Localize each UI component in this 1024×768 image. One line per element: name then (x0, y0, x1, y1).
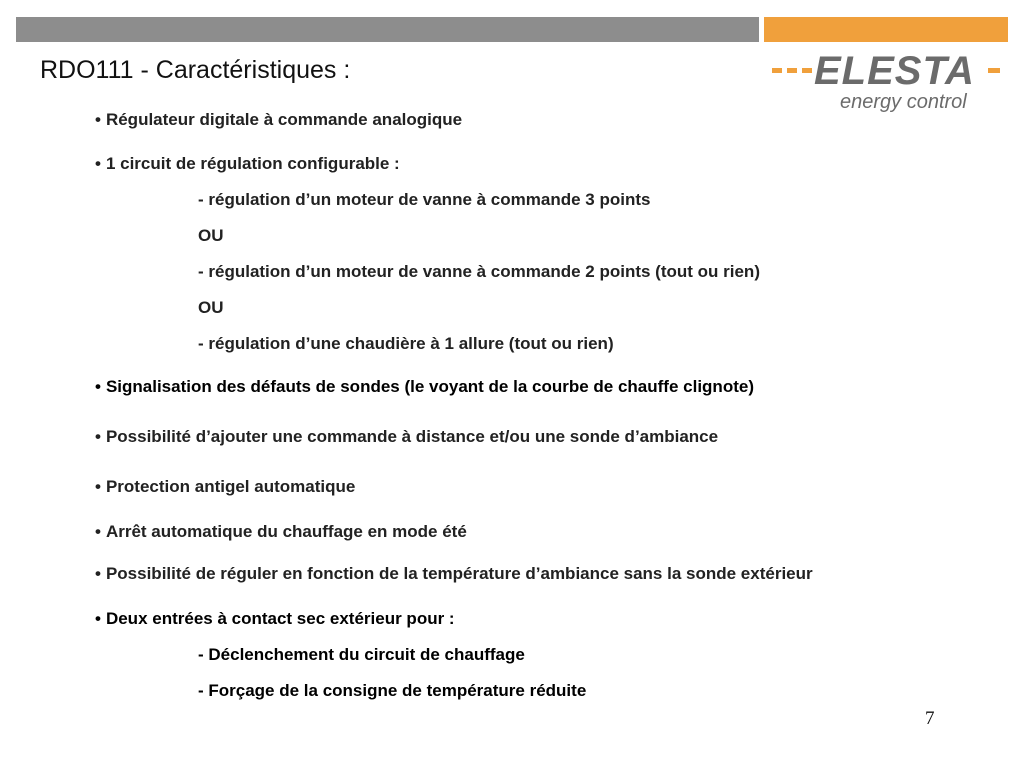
bullet-dot: • (95, 564, 101, 583)
bullet-text: Régulateur digitale à commande analogique (105, 110, 463, 129)
bullet-text: Protection antigel automatique (105, 477, 356, 496)
sub-item: - régulation d’un moteur de vanne à commande 3 points (198, 190, 651, 209)
bullet-text: 1 circuit de régulation configurable : (105, 154, 400, 173)
bullet-text: Arrêt automatique du chauffage en mode été (105, 522, 467, 541)
bullet-text: Signalisation des défauts de sondes (le voyant de la courbe de chauffe clignote) (105, 377, 754, 396)
bullet-item (95, 109, 462, 131)
bullet-item (95, 376, 754, 398)
bullet-dot: • (95, 377, 101, 396)
bullet-dot: • (95, 609, 101, 628)
sub-item: - Forçage de la consigne de température réduite (198, 681, 587, 700)
bullet-text: Deux entrées à contact sec extérieur pour : (105, 609, 455, 628)
bullet-item (95, 608, 455, 630)
bullet-text: Possibilité d’ajouter une commande à distance et/ou une sonde d’ambiance (105, 427, 719, 446)
bullet-item (95, 563, 813, 585)
slide-title: RDO111 - Caractéristiques : (40, 56, 351, 84)
bullet-item (95, 521, 467, 543)
bullet-item (95, 476, 355, 498)
bullet-item (95, 426, 718, 448)
bullet-item (95, 153, 400, 175)
sub-item-or: OU (198, 226, 224, 245)
sub-item: - régulation d’un moteur de vanne à commande 2 points (tout ou rien) (198, 262, 760, 281)
sub-item: - régulation d’une chaudière à 1 allure (tout ou rien) (198, 334, 614, 353)
sub-item-or: OU (198, 298, 224, 317)
bullet-dot: • (95, 522, 101, 541)
page-number: 7 (925, 708, 935, 729)
logo-dash-4 (988, 68, 1000, 73)
bullet-dot: • (95, 110, 101, 129)
logo-dash-3 (802, 68, 812, 73)
logo-dash-1 (772, 68, 782, 73)
bullet-text: Possibilité de réguler en fonction de la température d’ambiance sans la sonde extérieur (105, 564, 813, 583)
logo-tagline-text: energy control (840, 91, 967, 113)
logo-dash-2 (787, 68, 797, 73)
bullet-dot: • (95, 427, 101, 446)
bullet-dot: • (95, 477, 101, 496)
header-gray-bar (16, 17, 759, 42)
bullet-dot: • (95, 154, 101, 173)
logo-brand-text: ELESTA (814, 50, 975, 93)
elesta-logo (770, 50, 1005, 120)
sub-item: - Déclenchement du circuit de chauffage (198, 645, 525, 664)
header-orange-bar (764, 17, 1008, 42)
